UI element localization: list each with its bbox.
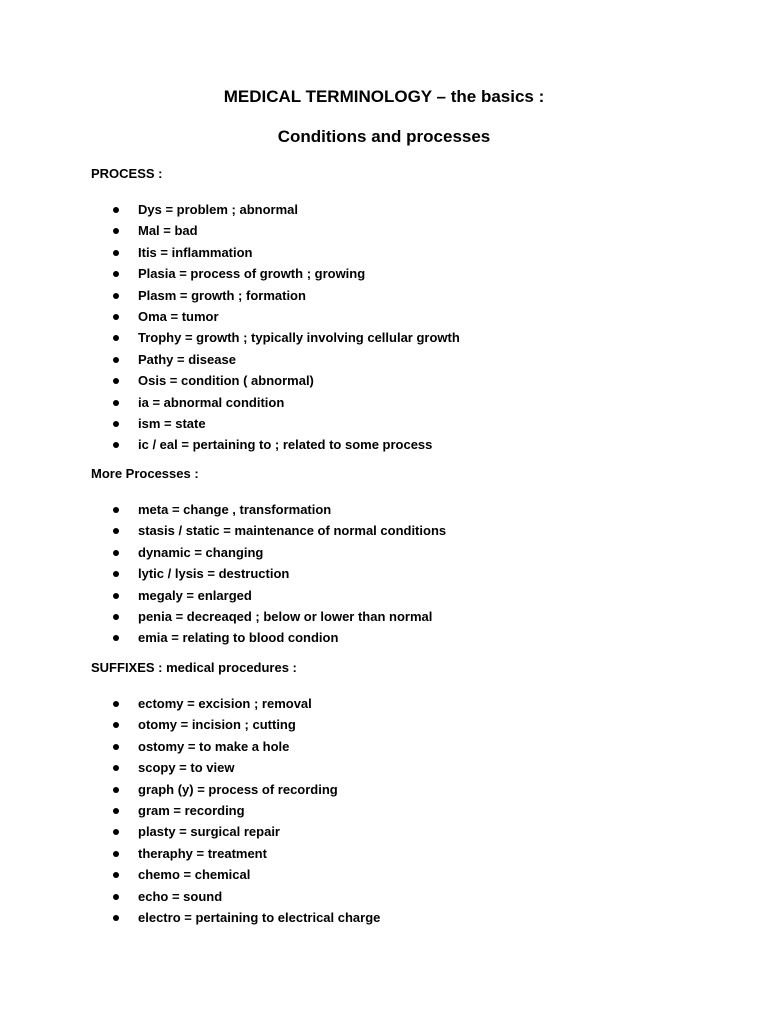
list-item — [91, 714, 711, 735]
bullet-icon — [113, 421, 119, 427]
list-item — [91, 606, 711, 627]
list-item — [91, 413, 711, 434]
list-item — [91, 434, 711, 455]
bullet-icon — [113, 593, 119, 599]
section-heading: SUFFIXES : medical procedures : — [91, 660, 297, 675]
list-item — [91, 736, 711, 757]
section-suffixes — [91, 660, 711, 928]
document-subtitle: Conditions and processes — [277, 127, 491, 146]
list-item-text: ostomy = to make a hole — [138, 738, 290, 754]
list-item — [91, 542, 711, 563]
list-item-text: ism = state — [138, 415, 206, 431]
bullet-icon — [113, 442, 119, 448]
list-item — [91, 349, 711, 370]
list-item-text: otomy = incision ; cutting — [138, 717, 296, 733]
section-heading: PROCESS : — [91, 166, 163, 181]
bullet-icon — [113, 851, 119, 857]
list-item — [91, 693, 711, 714]
list-item-text: Itis = inflammation — [138, 244, 253, 260]
bullet-icon — [113, 250, 119, 256]
list-item — [91, 285, 711, 306]
document-title: MEDICAL TERMINOLOGY – the basics : — [223, 87, 545, 106]
list-item-text: megaly = enlarged — [138, 587, 252, 603]
list-item-text: Dys = problem ; abnormal — [138, 202, 299, 217]
list-item — [91, 392, 711, 413]
list-item-text: meta = change , transformation — [138, 502, 332, 517]
bullet-icon — [113, 378, 119, 384]
bullet-icon — [113, 357, 119, 363]
list-item-text: stasis / static = maintenance of normal conditions — [138, 523, 447, 539]
bullet-icon — [113, 293, 119, 299]
bullet-icon — [113, 894, 119, 900]
list-item — [91, 263, 711, 284]
list-item-text: Pathy = disease — [138, 351, 236, 367]
list-item-text: electro = pertaining to electrical charge — [138, 909, 381, 925]
bullet-icon — [113, 872, 119, 878]
list-item — [91, 199, 711, 220]
term-list — [91, 499, 711, 649]
bullet-icon — [113, 528, 119, 534]
list-item-text: plasty = surgical repair — [138, 824, 280, 840]
list-item-text: ia = abnormal condition — [138, 394, 285, 410]
list-item — [91, 499, 711, 520]
list-item-text: dynamic = changing — [138, 544, 264, 560]
list-item — [91, 886, 711, 907]
section-more-processes — [91, 466, 711, 649]
list-item — [91, 220, 711, 241]
list-item — [91, 800, 711, 821]
list-item — [91, 306, 711, 327]
bullet-icon — [113, 400, 119, 406]
bullet-icon — [113, 722, 119, 728]
bullet-icon — [113, 335, 119, 341]
list-item — [91, 627, 711, 648]
list-item-text: ic / eal = pertaining to ; related to some process — [138, 437, 433, 453]
bullet-icon — [113, 915, 119, 921]
bullet-icon — [113, 744, 119, 750]
list-item — [91, 520, 711, 541]
bullet-icon — [113, 314, 119, 320]
list-item-text: echo = sound — [138, 888, 223, 904]
bullet-icon — [113, 765, 119, 771]
list-item — [91, 327, 711, 348]
bullet-icon — [113, 787, 119, 793]
bullet-icon — [113, 207, 119, 213]
list-item — [91, 585, 711, 606]
list-item — [91, 907, 711, 928]
bullet-icon — [113, 507, 119, 513]
list-item-text: chemo = chemical — [138, 867, 251, 883]
bullet-icon — [113, 808, 119, 814]
list-item-text: emia = relating to blood condion — [138, 630, 339, 646]
list-item — [91, 821, 711, 842]
bullet-icon — [113, 635, 119, 641]
bullet-icon — [113, 571, 119, 577]
list-item-text: Oma = tumor — [138, 308, 219, 324]
list-item-text: Trophy = growth ; typically involving cellular growth — [138, 330, 460, 346]
list-item — [91, 757, 711, 778]
list-item-text: lytic / lysis = destruction — [138, 566, 290, 582]
list-item-text: Plasia = process of growth ; growing — [138, 266, 366, 282]
bullet-icon — [113, 550, 119, 556]
bullet-icon — [113, 228, 119, 234]
term-list — [91, 693, 711, 928]
list-item-text: graph (y) = process of recording — [138, 781, 338, 797]
list-item — [91, 370, 711, 391]
list-item-text: penia = decreaqed ; below or lower than normal — [138, 608, 433, 624]
list-item — [91, 242, 711, 263]
section-process — [91, 166, 711, 456]
bullet-icon — [113, 829, 119, 835]
list-item — [91, 843, 711, 864]
bullet-icon — [113, 614, 119, 620]
list-item-text: Plasm = growth ; formation — [138, 287, 306, 303]
section-heading: More Processes : — [91, 466, 199, 481]
list-item-text: theraphy = treatment — [138, 845, 267, 861]
list-item-text: scopy = to view — [138, 760, 235, 776]
list-item — [91, 779, 711, 800]
list-item-text: Osis = condition ( abnormal) — [138, 373, 314, 389]
term-list — [91, 199, 711, 456]
list-item-text: ectomy = excision ; removal — [138, 696, 312, 711]
bullet-icon — [113, 271, 119, 277]
list-item — [91, 563, 711, 584]
list-item-text: gram = recording — [138, 802, 245, 818]
list-item — [91, 864, 711, 885]
bullet-icon — [113, 701, 119, 707]
list-item-text: Mal = bad — [138, 223, 198, 239]
